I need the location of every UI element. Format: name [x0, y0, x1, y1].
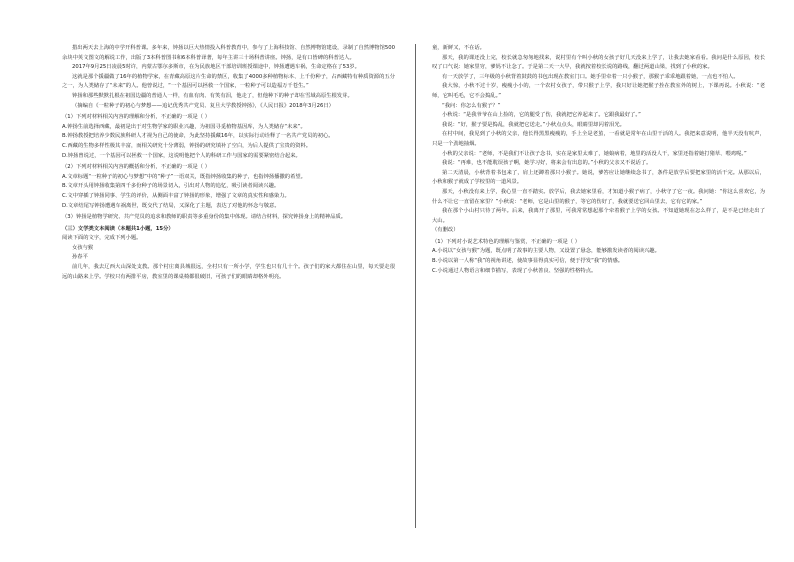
column-divider: [415, 44, 416, 528]
right-column: [432, 44, 765, 276]
question-stem: （1）下列对小说艺术特色的理解与鉴赏，不正确的一项是（ ）: [432, 238, 581, 245]
option-a: A.文章标题“一粒种子的初心与梦想”中的“种子”一语双关，既指钟扬收集的种子，也指钟扬播撒的希望。: [62, 173, 306, 180]
story-paragraph: 第二天清晨，小秋背着书包来了，肩上还蹲着那只小猴子。她说，爹答应让她继续念书了，条件是放学后要把家里的活干完。从那以后，小秋和猴子就成了学校里的一道风景。: [432, 169, 765, 186]
question-stem: （1）下列对材料相关内容的理解和分析，不正确的一项是（ ）: [62, 114, 211, 121]
story-paragraph: 那天，小秋没有来上学，我心里一直不踏实。放学后，我去她家里看，才知道小猴子病了，小秋守了它一夜。我问她：“你这么喜欢它，为什么不让它一直留在家里？”小秋说：“老师，它是山里的猴子，等它的伤好了，我就要送它回山里去，它有它的家。”: [432, 188, 765, 205]
story-paragraph: 我大惊，小秋不过十岁，瘦瘦小小的，一个农村女孩子，带只猴子上学，我只好让她把猴子拴在教室外的树上，下课再说。小秋说：“老师，它叫毛毛，它不会捣乱。”: [432, 83, 765, 99]
story-paragraph: “我问：你怎么有猴子？”: [442, 102, 501, 109]
left-column: [62, 44, 395, 282]
story-paragraph: 小秋的父亲说：“老师，不是我们不让孩子念书，实在是家里太难了，她娘病着，地里的活没人干，家里还指着她打猪草、喂鸡呢。”: [442, 150, 747, 157]
story-paragraph: 那天，我的课还没上完，校长就急匆匆地找来，说村里有个叫小秋的女孩子好几天没来上学了，让我去她家看看。我问是什么原因，校长叹了口气说：她家里穷，爹妈不让念了。于是第二天一大早，我就按着校长说的路线，翻过两道山梁，找到了小秋的家。: [432, 54, 765, 71]
story-paragraph: 有一天放学了，三年级的小秋背着鼓鼓的书包出现在教室门口。她手里牵着一只小猴子，那猴子乖乖地跟着她，一点也不怕人。: [442, 73, 739, 80]
story-paragraph: 我说：“好，猴子要是捣乱，我就把它送走。”小秋点点头，眼睛里却闪着泪光。: [442, 121, 625, 128]
story-paragraph: 小秋说：“是我爷爷在山上捡的，它的腿受了伤，我就把它养起来了。它跟我最好了。”: [442, 112, 641, 119]
option-a: A.小说以“女孩与猴”为题，既点明了故事的主要人物，又设置了悬念，能够激发读者的阅读兴趣。: [432, 248, 660, 255]
passage-paragraph: 这就是那个援疆做了16年的植物学家，在青藏高原这片生命的禁区，收集了4000多种植物标本、上千份种子，占西藏特有种质资源的五分之一，为人类储存了“未来”的人。他曾说过，“一个基因可以拯救一个国家，一粒种子可以造福万千苍生。”: [62, 73, 395, 90]
option-c: C.文中穿插了钟扬同事、学生的评价，从侧面丰富了钟扬的形象，增强了文章的真实性和感染力。: [62, 192, 290, 199]
option-b: B.钟扬教授把培养少数民族科研人才视为自己的使命，为此坚持援藏16年，以实际行动诠释了一名共产党员的初心。: [62, 133, 334, 140]
passage-paragraph: 2017年9月25日凌晨5时许，内蒙古鄂尔多斯市，在为民族地区干部培训班授课途中，钟扬遭遇车祸，生命定格在了53岁。: [72, 64, 360, 71]
question-stem: （3）钟扬是植物学研究、共产党员的追求和教师的职责等多重身份的集中体现。请结合材料，探究钟扬身上的精神品质。: [62, 214, 347, 221]
story-author: 孙春平: [72, 254, 88, 261]
option-d: D.文章结尾写钟扬遭遇车祸离世，既交代了结局，又深化了主题，表达了对他的怀念与敬意。: [62, 202, 280, 209]
option-d: D.钟扬曾说过，一个基因可以拯救一个国家，这说明他把个人的科研工作与国家的需要紧密结合起来。: [62, 152, 301, 159]
story-paragraph: 前几年，我去辽西大山深处支教。那个村庄离县城很远，全村只有一所小学，学生也只有几十个。孩子们的家大都住在山里，每天要走很远的山路来上学。学校只有两排平房，教室里的课桌椅都很破旧，可孩子们的眼睛却格外明亮。: [62, 264, 395, 280]
passage-paragraph: 措出两天去上海的中学开科普课。多年来，钟扬以巨大热情投入科普教育中，参与了上海科技馆、自然博物馆建设，录制了自然博物馆500余块中英文图文的解说工作，出版了3本科普图书和6本科普译著，每年主讲三十场科普讲座。钟扬，是有口皆碑的科普达人。: [62, 45, 395, 61]
section-heading: （三）文学类文本阅读（本题共1小题，15分）: [62, 225, 174, 232]
question-stem: （2）下列对材料相关内容的概括和分析，不正确的一项是（ ）: [62, 164, 211, 171]
option-b: B.文章开头用钟扬收集第四千多份种子的场景切入，引出对人物的追忆，吸引读者阅读兴趣。: [62, 183, 280, 190]
option-c: C.小说通过人物语言和细节描写，表现了小秋善良、坚强的性格特点。: [432, 267, 597, 274]
story-paragraph: 童，新鲜又，不在话。: [432, 45, 485, 51]
instructions: 阅读下面的文字，完成下列小题。: [62, 235, 142, 242]
story-paragraph: 在村中间，我见到了小秋的父亲，他长得黑黑瘦瘦的，手上全是老茧，一看就是常年在山里干活的人。我把来意说明，他半天没有吭声，只是一个劲地抽烟。: [432, 131, 765, 147]
story-title: 女孩与猴: [72, 244, 94, 251]
source-citation: （摘编自《一粒种子的初心与梦想——追记优秀共产党员、复旦大学教授钟扬》，《人民日报》2018年3月26日）: [72, 102, 334, 109]
option-b: B.小说以第一人称“我”的视角讲述，使故事显得真实可信，便于抒发“我”的情感。: [432, 258, 624, 265]
story-paragraph: 我在那个小山村只待了两年。后来，我离开了那里，可我常常想起那个牵着猴子上学的女孩。不知道她现在怎么样了，是不是已经走出了大山。: [432, 208, 765, 224]
option-c: C.西藏的生物多样性极其丰富，而相关研究十分薄弱，钟扬的研究填补了空白，为后人提供了宝贵的资料。: [62, 142, 312, 149]
story-paragraph: 我说：“再难，也不能耽误孩子啊，她学习好，将来会有出息的。”小秋的父亲又不说话了。: [442, 160, 652, 167]
source-note: （有删改）: [432, 227, 459, 234]
passage-paragraph: 钟扬和那些默默扎根在祖国边疆的普通人一样，有血有肉、有笑有泪，他走了，但他种下的种子却在雪域高原生根发芽。: [72, 92, 353, 99]
option-a: A.钟扬生前选择西藏，最初是出于对生物学家的职业兴趣，为祖国寻觅植物基因库，为人类储存“未来”。: [62, 123, 306, 130]
